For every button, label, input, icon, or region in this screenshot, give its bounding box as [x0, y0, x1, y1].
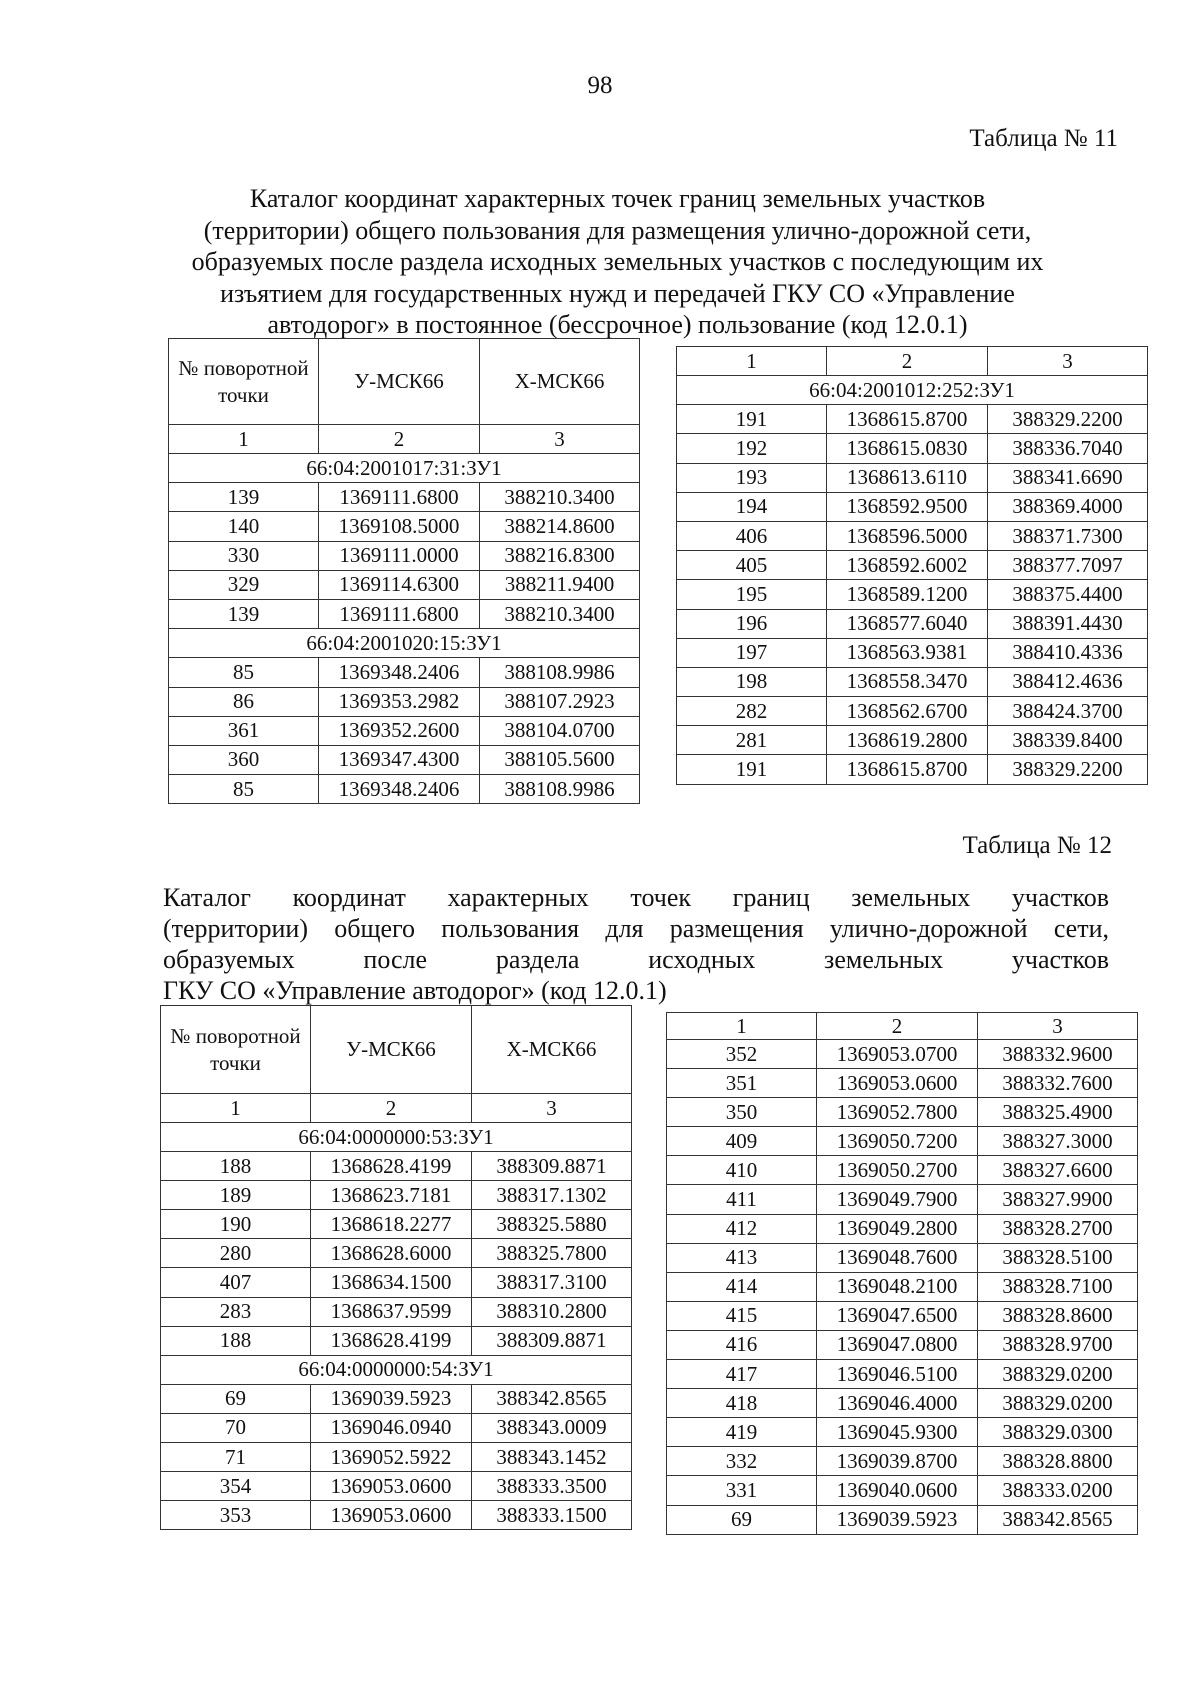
point-number-cell: 361 — [169, 716, 319, 745]
point-number-cell: 282 — [677, 697, 827, 726]
point-number-cell: 195 — [677, 580, 827, 609]
table-row — [677, 521, 1148, 550]
point-number-cell: 86 — [169, 687, 319, 716]
caption-line: изъятием для государственных нужд и передачей ГКУ СО «Управление — [220, 278, 1015, 308]
table-row — [667, 1156, 1138, 1185]
x-coordinate-cell: 388108.9986 — [480, 658, 640, 687]
x-coordinate-cell: 388309.8871 — [472, 1326, 632, 1355]
y-coordinate-cell: 1368637.9599 — [311, 1297, 472, 1326]
x-coordinate-cell: 388333.0200 — [978, 1476, 1138, 1505]
x-coordinate-cell: 388329.0300 — [978, 1418, 1138, 1447]
table-row — [169, 687, 640, 716]
y-coordinate-cell: 1369108.5000 — [319, 512, 480, 541]
table-row — [667, 1301, 1138, 1330]
x-coordinate-cell: 388343.1452 — [472, 1443, 632, 1472]
point-number-cell: 71 — [161, 1443, 311, 1472]
point-number-cell: 189 — [161, 1181, 311, 1210]
column-number: 1 — [667, 1013, 817, 1040]
table-row — [161, 1326, 632, 1355]
y-coordinate-cell: 1368563.9381 — [827, 638, 988, 667]
y-coordinate-cell: 1369049.2800 — [817, 1214, 978, 1243]
point-number-cell: 280 — [161, 1239, 311, 1268]
x-coordinate-cell: 388327.9900 — [978, 1185, 1138, 1214]
x-coordinate-cell: 388310.2800 — [472, 1297, 632, 1326]
table-row — [161, 1181, 632, 1210]
y-coordinate-cell: 1369348.2406 — [319, 775, 480, 804]
table-row — [169, 658, 640, 687]
point-number-cell: 406 — [677, 521, 827, 550]
table-row — [169, 716, 640, 745]
x-coordinate-cell: 388328.5100 — [978, 1243, 1138, 1272]
point-number-cell: 329 — [169, 570, 319, 599]
y-coordinate-cell: 1368596.5000 — [827, 521, 988, 550]
parcel-id: 66:04:2001020:15:ЗУ1 — [169, 629, 640, 658]
y-coordinate-cell: 1369111.6800 — [319, 599, 480, 628]
caption-line: образуемых после раздела исходных земельных участков с последующим их — [191, 247, 1044, 276]
table-row — [667, 1418, 1138, 1447]
point-number-cell: 413 — [667, 1243, 817, 1272]
y-coordinate-cell: 1368619.2800 — [827, 726, 988, 755]
table-row — [667, 1214, 1138, 1243]
point-number-cell: 85 — [169, 775, 319, 804]
y-coordinate-cell: 1369049.7900 — [817, 1185, 978, 1214]
table-row — [677, 638, 1148, 667]
x-coordinate-cell: 388325.5880 — [472, 1210, 632, 1239]
header-x-msk66: Х-МСК66 — [472, 1006, 632, 1094]
y-coordinate-cell: 1369053.0600 — [311, 1472, 472, 1501]
y-coordinate-cell: 1369353.2982 — [319, 687, 480, 716]
column-number: 2 — [319, 425, 480, 454]
y-coordinate-cell: 1368628.4199 — [311, 1326, 472, 1355]
y-coordinate-cell: 1369046.0940 — [311, 1413, 472, 1442]
point-number-cell: 191 — [677, 405, 827, 434]
table-row — [161, 1268, 632, 1297]
x-coordinate-cell: 388329.2200 — [988, 755, 1148, 784]
table-row — [677, 492, 1148, 521]
x-coordinate-cell: 388328.9700 — [978, 1330, 1138, 1359]
table-12-left-part — [160, 1005, 632, 1530]
header-y-msk66: У-МСК66 — [319, 339, 480, 425]
x-coordinate-cell: 388104.0700 — [480, 716, 640, 745]
y-coordinate-cell: 1369050.2700 — [817, 1156, 978, 1185]
section-row — [169, 629, 640, 658]
table-row — [161, 1443, 632, 1472]
y-coordinate-cell: 1369047.6500 — [817, 1301, 978, 1330]
x-coordinate-cell: 388336.7040 — [988, 434, 1148, 463]
table-row — [161, 1413, 632, 1442]
section-row — [677, 376, 1148, 405]
column-number: 3 — [480, 425, 640, 454]
point-number-cell: 70 — [161, 1413, 311, 1442]
y-coordinate-cell: 1369039.5923 — [817, 1505, 978, 1534]
point-number-cell: 417 — [667, 1360, 817, 1389]
caption-line: (территории) общего пользования для размещения улично-дорожной сети, — [203, 215, 1032, 245]
y-coordinate-cell: 1369046.4000 — [817, 1389, 978, 1418]
x-coordinate-cell: 388410.4336 — [988, 638, 1148, 667]
table-row — [667, 1330, 1138, 1359]
x-coordinate-cell: 388327.6600 — [978, 1156, 1138, 1185]
x-coordinate-cell: 388317.3100 — [472, 1268, 632, 1297]
table-row — [667, 1185, 1138, 1214]
header-point-number: № поворотной точки — [161, 1006, 311, 1094]
point-number-cell: 192 — [677, 434, 827, 463]
x-coordinate-cell: 388369.4000 — [988, 492, 1148, 521]
y-coordinate-cell: 1368592.9500 — [827, 492, 988, 521]
point-number-cell: 412 — [667, 1214, 817, 1243]
y-coordinate-cell: 1369053.0600 — [311, 1501, 472, 1530]
y-coordinate-cell: 1368628.6000 — [311, 1239, 472, 1268]
header-point-number: № поворотной точки — [169, 339, 319, 425]
y-coordinate-cell: 1368592.6002 — [827, 551, 988, 580]
table-row — [677, 726, 1148, 755]
column-number: 1 — [161, 1094, 311, 1123]
x-coordinate-cell: 388342.8565 — [472, 1384, 632, 1413]
table-11-left-part — [168, 338, 640, 804]
point-number-cell: 351 — [667, 1069, 817, 1098]
y-coordinate-cell: 1368623.7181 — [311, 1181, 472, 1210]
x-coordinate-cell: 388329.0200 — [978, 1389, 1138, 1418]
point-number-cell: 418 — [667, 1389, 817, 1418]
y-coordinate-cell: 1369048.2100 — [817, 1272, 978, 1301]
point-number-cell: 283 — [161, 1297, 311, 1326]
table-row — [677, 463, 1148, 492]
column-number: 2 — [311, 1094, 472, 1123]
table-row — [677, 697, 1148, 726]
table-body — [169, 454, 640, 804]
point-number-cell: 332 — [667, 1447, 817, 1476]
y-coordinate-cell: 1369052.5922 — [311, 1443, 472, 1472]
table-row — [667, 1098, 1138, 1127]
table-row — [667, 1272, 1138, 1301]
y-coordinate-cell: 1368615.8700 — [827, 755, 988, 784]
y-coordinate-cell: 1369045.9300 — [817, 1418, 978, 1447]
y-coordinate-cell: 1368558.3470 — [827, 667, 988, 696]
y-coordinate-cell: 1368613.6110 — [827, 463, 988, 492]
y-coordinate-cell: 1369111.6800 — [319, 483, 480, 512]
y-coordinate-cell: 1368634.1500 — [311, 1268, 472, 1297]
x-coordinate-cell: 388107.2923 — [480, 687, 640, 716]
parcel-id: 66:04:0000000:53:ЗУ1 — [161, 1123, 632, 1152]
x-coordinate-cell: 388210.3400 — [480, 599, 640, 628]
parcel-id: 66:04:0000000:54:ЗУ1 — [161, 1355, 632, 1384]
section-row — [169, 454, 640, 483]
section-row — [161, 1123, 632, 1152]
point-number-cell: 410 — [667, 1156, 817, 1185]
point-number-cell: 194 — [677, 492, 827, 521]
point-number-cell: 69 — [161, 1384, 311, 1413]
table-row — [677, 405, 1148, 434]
table-row — [677, 755, 1148, 784]
x-coordinate-cell: 388108.9986 — [480, 775, 640, 804]
y-coordinate-cell: 1369046.5100 — [817, 1360, 978, 1389]
section-row — [161, 1355, 632, 1384]
table-row — [667, 1389, 1138, 1418]
point-number-cell: 416 — [667, 1330, 817, 1359]
point-number-cell: 197 — [677, 638, 827, 667]
table-12-caption — [163, 882, 1109, 1006]
y-coordinate-cell: 1368562.6700 — [827, 697, 988, 726]
table-row — [169, 570, 640, 599]
point-number-cell: 193 — [677, 463, 827, 492]
x-coordinate-cell: 388332.7600 — [978, 1069, 1138, 1098]
table-row — [677, 551, 1148, 580]
x-coordinate-cell: 388309.8871 — [472, 1152, 632, 1181]
x-coordinate-cell: 388329.2200 — [988, 405, 1148, 434]
table-body — [161, 1123, 632, 1530]
table-row — [677, 434, 1148, 463]
table-row — [667, 1127, 1138, 1156]
point-number-cell: 352 — [667, 1040, 817, 1069]
table-body — [677, 376, 1148, 785]
table-11-right-part — [676, 346, 1148, 785]
x-coordinate-cell: 388342.8565 — [978, 1505, 1138, 1534]
parcel-id: 66:04:2001017:31:ЗУ1 — [169, 454, 640, 483]
point-number-cell: 281 — [677, 726, 827, 755]
point-number-cell: 69 — [667, 1505, 817, 1534]
caption-line: автодорог» в постоянное (бессрочное) пользование (код 12.0.1) — [267, 310, 968, 339]
x-coordinate-cell: 388339.8400 — [988, 726, 1148, 755]
table-row — [161, 1210, 632, 1239]
column-number: 3 — [978, 1013, 1138, 1040]
table-row — [169, 745, 640, 774]
table-row — [161, 1472, 632, 1501]
y-coordinate-cell: 1369039.8700 — [817, 1447, 978, 1476]
point-number-cell: 331 — [667, 1476, 817, 1505]
point-number-cell: 188 — [161, 1152, 311, 1181]
column-number: 1 — [677, 347, 827, 376]
y-coordinate-cell: 1369039.5923 — [311, 1384, 472, 1413]
table-row — [677, 609, 1148, 638]
x-coordinate-cell: 388328.2700 — [978, 1214, 1138, 1243]
x-coordinate-cell: 388327.3000 — [978, 1127, 1138, 1156]
x-coordinate-cell: 388332.9600 — [978, 1040, 1138, 1069]
y-coordinate-cell: 1368589.1200 — [827, 580, 988, 609]
x-coordinate-cell: 388105.5600 — [480, 745, 640, 774]
point-number-cell: 140 — [169, 512, 319, 541]
y-coordinate-cell: 1369050.7200 — [817, 1127, 978, 1156]
page-number: 98 — [587, 72, 613, 99]
point-number-cell: 191 — [677, 755, 827, 784]
point-number-cell: 190 — [161, 1210, 311, 1239]
caption-line: Каталог координат характерных точек границ земельных участков — [163, 883, 1109, 912]
x-coordinate-cell: 388333.3500 — [472, 1472, 632, 1501]
table-11-label: Таблица № 11 — [969, 125, 1118, 152]
y-coordinate-cell: 1369053.0600 — [817, 1069, 978, 1098]
x-coordinate-cell: 388211.9400 — [480, 570, 640, 599]
y-coordinate-cell: 1369047.0800 — [817, 1330, 978, 1359]
table-row — [667, 1360, 1138, 1389]
table-row — [169, 599, 640, 628]
point-number-cell: 85 — [169, 658, 319, 687]
point-number-cell: 415 — [667, 1301, 817, 1330]
x-coordinate-cell: 388210.3400 — [480, 483, 640, 512]
x-coordinate-cell: 388328.7100 — [978, 1272, 1138, 1301]
x-coordinate-cell: 388375.4400 — [988, 580, 1148, 609]
table-row — [161, 1297, 632, 1326]
table-12-label: Таблица № 12 — [962, 832, 1112, 859]
point-number-cell: 354 — [161, 1472, 311, 1501]
point-number-cell: 198 — [677, 667, 827, 696]
point-number-cell: 405 — [677, 551, 827, 580]
table-row — [161, 1152, 632, 1181]
table-row — [161, 1384, 632, 1413]
table-row — [677, 580, 1148, 609]
x-coordinate-cell: 388341.6690 — [988, 463, 1148, 492]
point-number-cell: 196 — [677, 609, 827, 638]
caption-line: образуемых после раздела исходных земельных участков — [163, 945, 1109, 974]
table-row — [161, 1501, 632, 1530]
y-coordinate-cell: 1368615.8700 — [827, 405, 988, 434]
y-coordinate-cell: 1369352.2600 — [319, 716, 480, 745]
point-number-cell: 139 — [169, 483, 319, 512]
y-coordinate-cell: 1369040.0600 — [817, 1476, 978, 1505]
y-coordinate-cell: 1369114.6300 — [319, 570, 480, 599]
table-row — [169, 541, 640, 570]
table-11-caption — [165, 183, 1070, 341]
x-coordinate-cell: 388317.1302 — [472, 1181, 632, 1210]
table-row — [169, 512, 640, 541]
x-coordinate-cell: 388371.7300 — [988, 521, 1148, 550]
point-number-cell: 353 — [161, 1501, 311, 1530]
point-number-cell: 350 — [667, 1098, 817, 1127]
table-row — [667, 1243, 1138, 1272]
table-body — [667, 1040, 1138, 1535]
point-number-cell: 407 — [161, 1268, 311, 1297]
x-coordinate-cell: 388328.8600 — [978, 1301, 1138, 1330]
x-coordinate-cell: 388391.4430 — [988, 609, 1148, 638]
table-row — [169, 775, 640, 804]
x-coordinate-cell: 388214.8600 — [480, 512, 640, 541]
point-number-cell: 409 — [667, 1127, 817, 1156]
column-number: 2 — [827, 347, 988, 376]
point-number-cell: 419 — [667, 1418, 817, 1447]
column-number: 3 — [988, 347, 1148, 376]
point-number-cell: 411 — [667, 1185, 817, 1214]
table-row — [667, 1476, 1138, 1505]
table-row — [161, 1239, 632, 1268]
y-coordinate-cell: 1369053.0700 — [817, 1040, 978, 1069]
y-coordinate-cell: 1369348.2406 — [319, 658, 480, 687]
y-coordinate-cell: 1368577.6040 — [827, 609, 988, 638]
parcel-id: 66:04:2001012:252:ЗУ1 — [677, 376, 1148, 405]
table-row — [667, 1069, 1138, 1098]
x-coordinate-cell: 388325.7800 — [472, 1239, 632, 1268]
y-coordinate-cell: 1369052.7800 — [817, 1098, 978, 1127]
column-number: 3 — [472, 1094, 632, 1123]
y-coordinate-cell: 1368628.4199 — [311, 1152, 472, 1181]
x-coordinate-cell: 388412.4636 — [988, 667, 1148, 696]
x-coordinate-cell: 388333.1500 — [472, 1501, 632, 1530]
point-number-cell: 330 — [169, 541, 319, 570]
table-row — [677, 667, 1148, 696]
column-number: 2 — [817, 1013, 978, 1040]
x-coordinate-cell: 388377.7097 — [988, 551, 1148, 580]
caption-line: Каталог координат характерных точек границ земельных участков — [249, 184, 986, 213]
table-row — [667, 1040, 1138, 1069]
header-x-msk66: Х-МСК66 — [480, 339, 640, 425]
column-number: 1 — [169, 425, 319, 454]
point-number-cell: 139 — [169, 599, 319, 628]
table-row — [667, 1447, 1138, 1476]
y-coordinate-cell: 1369111.0000 — [319, 541, 480, 570]
table-row — [667, 1505, 1138, 1534]
header-y-msk66: У-МСК66 — [311, 1006, 472, 1094]
table-12-right-part — [666, 1012, 1138, 1535]
x-coordinate-cell: 388216.8300 — [480, 541, 640, 570]
y-coordinate-cell: 1369048.7600 — [817, 1243, 978, 1272]
x-coordinate-cell: 388328.8800 — [978, 1447, 1138, 1476]
caption-line: ГКУ СО «Управление автодорог» (код 12.0.1) — [163, 976, 667, 1005]
x-coordinate-cell: 388329.0200 — [978, 1360, 1138, 1389]
point-number-cell: 360 — [169, 745, 319, 774]
y-coordinate-cell: 1368618.2277 — [311, 1210, 472, 1239]
table-row — [169, 483, 640, 512]
x-coordinate-cell: 388424.3700 — [988, 697, 1148, 726]
caption-line: (территории) общего пользования для размещения улично-дорожной сети, — [163, 914, 1109, 943]
x-coordinate-cell: 388343.0009 — [472, 1413, 632, 1442]
point-number-cell: 188 — [161, 1326, 311, 1355]
x-coordinate-cell: 388325.4900 — [978, 1098, 1138, 1127]
y-coordinate-cell: 1369347.4300 — [319, 745, 480, 774]
y-coordinate-cell: 1368615.0830 — [827, 434, 988, 463]
point-number-cell: 414 — [667, 1272, 817, 1301]
